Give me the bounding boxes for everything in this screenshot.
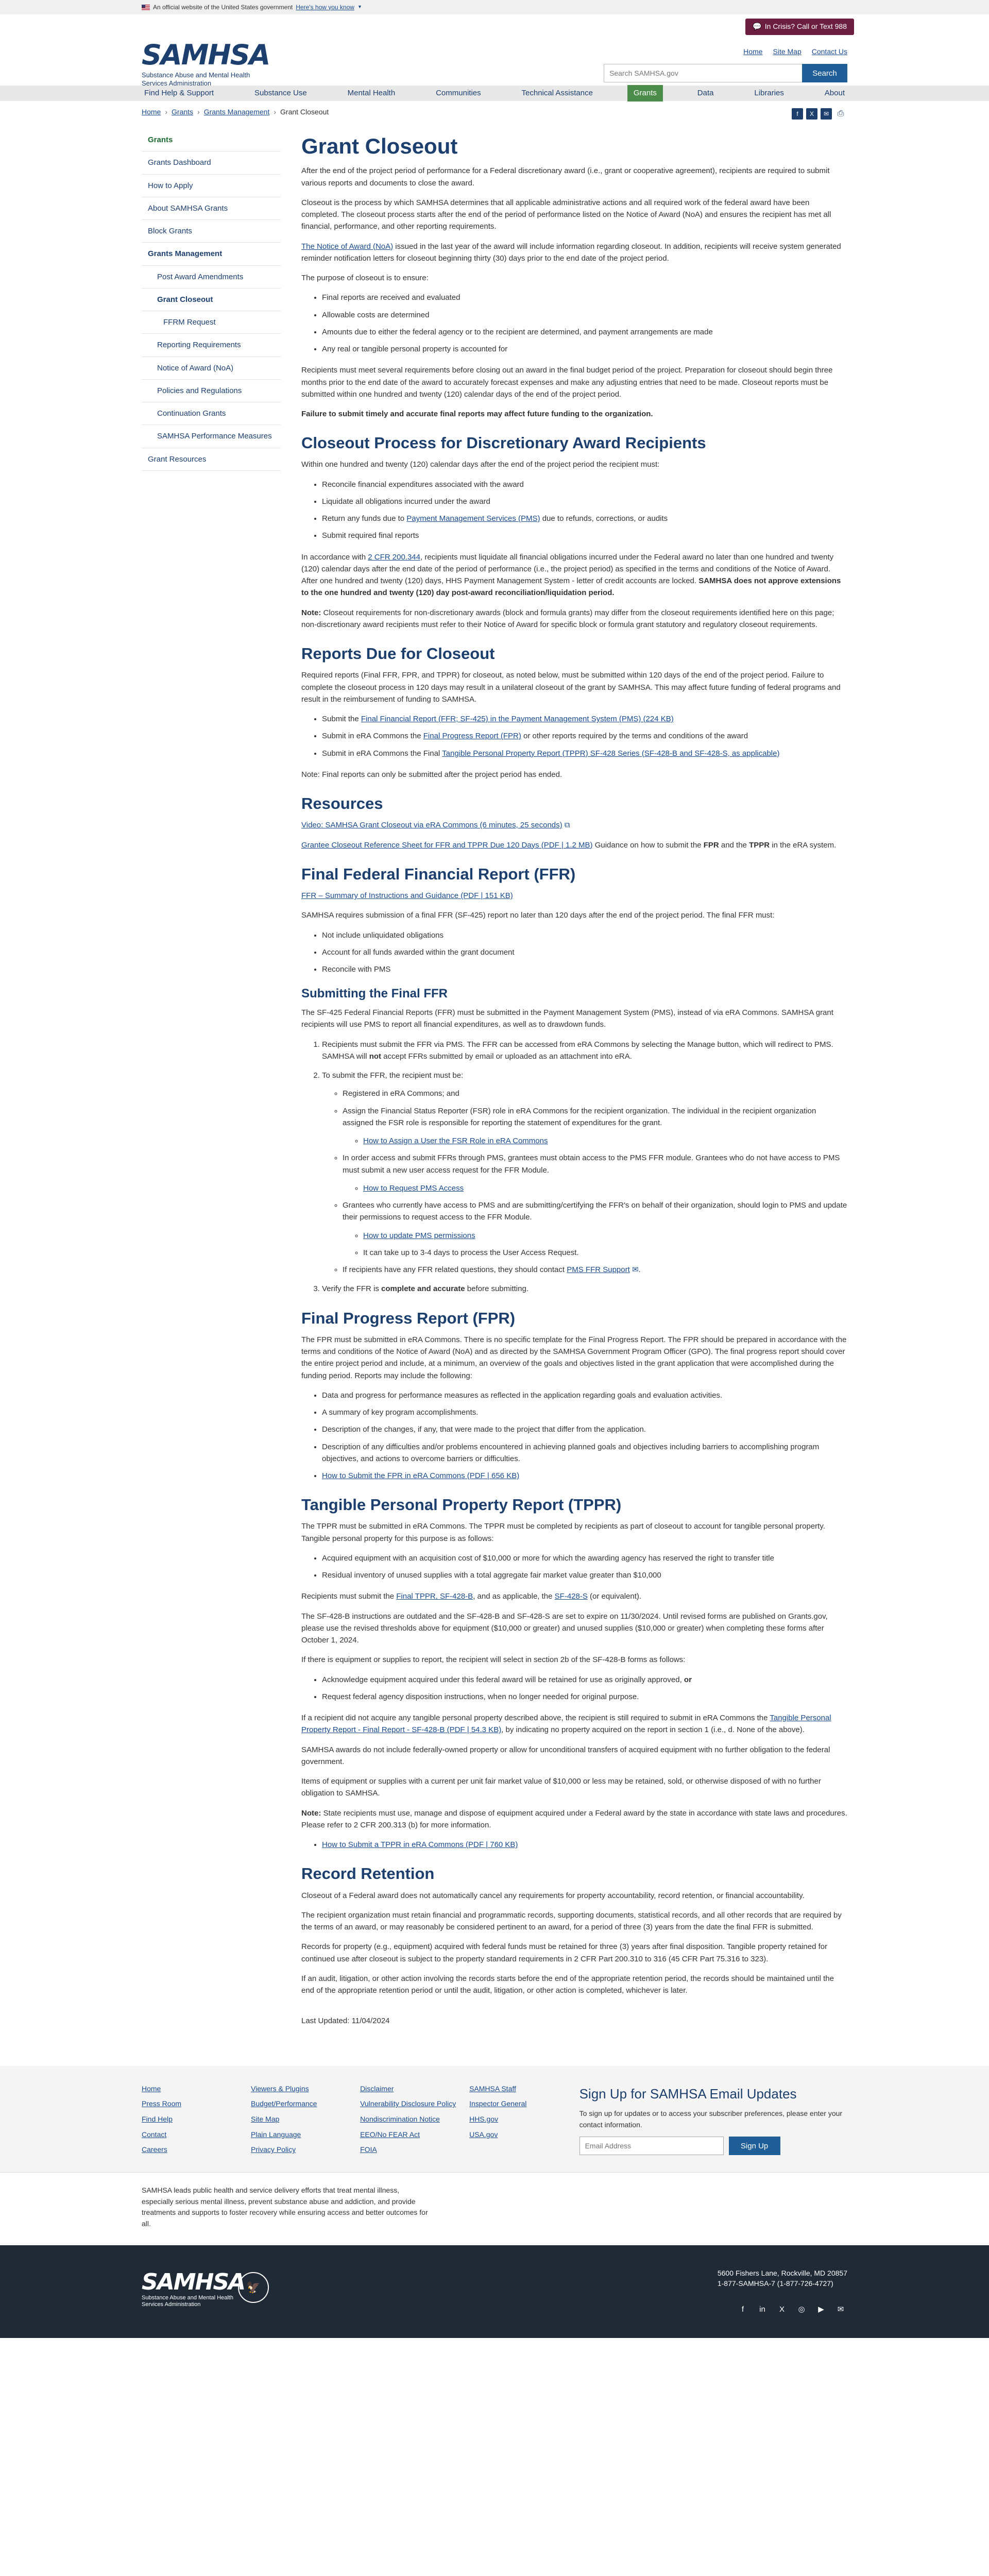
signup-button[interactable]: Sign Up	[729, 2137, 780, 2155]
site-header	[0, 14, 989, 86]
sidebar-item-grants-management[interactable]: Grants Management	[142, 243, 281, 265]
tppr-section-paragraph: If there is equipment or supplies to report, the recipient will select in section 2b of the SF-428-B forms as follows:	[301, 1655, 686, 1665]
email-field[interactable]	[579, 2137, 724, 2155]
gov-banner	[0, 0, 989, 14]
crisis-label: In Crisis? Call or Text 988	[764, 22, 847, 30]
intro-paragraph: After the end of the project period of performance for a Federal discretionary award (i.e., grant or cooperative agreement), recipients are required to submit various reports and documents to close the award.	[301, 166, 830, 188]
heading-final-ffr: Final Federal Financial Report (FFR)	[301, 865, 576, 883]
non-discretionary-note: Note: Closeout requirements for non-discretionary awards (block and formula grants) may differ from the closeout requirements identified here on this page; non-discretionary award recipients must refer to their Notice of Award for specific block or formula grant statutory and regulatory closeout requirements.	[301, 608, 834, 629]
funding-warning: Failure to submit timely and accurate final reports may affect future funding to the organization.	[301, 410, 653, 419]
list-item: ◦ If recipients have any FFR related questions, they should contact PMS FFR Support ✉.	[343, 1264, 847, 1276]
facebook-share-icon[interactable]: f	[792, 108, 803, 120]
sidebar-item-block-grants[interactable]: Block Grants	[142, 220, 281, 243]
search-button[interactable]: Search	[802, 64, 847, 82]
main-nav	[0, 86, 989, 101]
closeout-definition: Closeout is the process by which SAMHSA determines that all applicable administrative actions and all required work of the federal award have been completed. The closeout process starts after the end of the period of performance listed on the Notice of Award (NoA) and ensures the recipient has met all financial, performance, and other reporting requirements.	[301, 198, 831, 231]
heading-closeout-process: Closeout Process for Discretionary Award Recipients	[301, 434, 706, 452]
noa-paragraph: The Notice of Award (NoA) issued in the last year of the award will include information regarding closeout. In addition, recipients will receive system generated reminder notification letters for closeout beginning thirty (30) days prior to the end date of the project period.	[301, 242, 841, 263]
footer-link[interactable]: Privacy Policy	[251, 2145, 296, 2154]
list-item: • Submit in eRA Commons the Final Progress Report (FPR) or other reports required by the terms and conditions of the award	[322, 730, 847, 742]
list-item: • Final reports are received and evaluated	[322, 292, 847, 303]
heading-reports-due: Reports Due for Closeout	[301, 645, 495, 663]
nav-mental-health[interactable]: Mental Health	[347, 89, 396, 98]
submit-fpr-link[interactable]: How to Submit the FPR in eRA Commons (PDF | 656 KB)	[322, 1471, 520, 1481]
list-item: • Account for all funds awarded within the grant document	[322, 946, 847, 958]
list-item: • Reconcile with PMS	[322, 963, 847, 975]
us-flag-icon	[142, 5, 150, 10]
footer-link[interactable]: HHS.gov	[469, 2115, 499, 2124]
list-item: ◦ Assign the Financial Status Reporter (FSR) role in eRA Commons for the recipient organization. The individual in the recipient organization assigned the FSR role is responsible for reporting the statement of expenditures for the grant. ◦ How to Assign a User the FSR Role in eRA Commons	[343, 1105, 847, 1147]
sidebar-item-grants[interactable]: Grants	[142, 129, 281, 151]
nav-substance-use[interactable]: Substance Use	[254, 89, 307, 98]
list-item: • Amounts due to either the federal agency or to the recipient are determined, and payment arrangements are made	[322, 326, 847, 338]
sidebar-nav	[142, 124, 281, 2035]
email-share-icon[interactable]: ✉	[821, 108, 832, 120]
list-item	[322, 1470, 847, 1482]
footer-link[interactable]: FOIA	[360, 2145, 377, 2154]
tppr-options-list	[322, 1674, 847, 1703]
sidebar-item-about-grants[interactable]: About SAMHSA Grants	[142, 197, 281, 220]
list-item: ◦ Registered in eRA Commons; and	[343, 1088, 847, 1099]
mission-statement	[0, 2172, 989, 2245]
ffr-list	[322, 929, 847, 976]
contact-address	[718, 2268, 847, 2289]
list-item	[322, 1839, 847, 1851]
email-icon: ✉	[632, 1265, 639, 1275]
pms-link[interactable]: Payment Management Services (PMS)	[406, 514, 540, 523]
list-item: • Submit in eRA Commons the Final Tangible Personal Property Report (TPPR) SF-428 Series (SF-428-B and SF-428-S, as applicable)	[322, 748, 847, 759]
list-item: 1. Recipients must submit the FFR via PMS. The FFR can be accessed from eRA Commons by selecting the Manage button, which will redirect to PMS. SAMHSA will not accept FFRs submitted by email or uploaded as an attachment into eRA.	[322, 1039, 847, 1063]
submitting-ffr-paragraph: The SF-425 Federal Financial Reports (FFR) must be submitted in the Payment Management System (PMS), instead of via eRA Commons. SAMHSA grant recipients will use PMS to report all financial expenditures, as well as to drawdown funds.	[301, 1008, 833, 1029]
search-input[interactable]	[604, 64, 802, 82]
sf-428-b-link[interactable]: Final TPPR, SF-428-B	[396, 1592, 473, 1601]
footer-link[interactable]: Careers	[142, 2145, 167, 2154]
utility-links	[743, 46, 847, 58]
list-item: • Return any funds due to Payment Management Services (PMS) due to refunds, corrections, or audits	[322, 513, 847, 524]
sidebar-item-reporting[interactable]: Reporting Requirements	[142, 334, 281, 357]
footer-bottom	[0, 2245, 989, 2338]
footer-link[interactable]: Contact	[142, 2130, 167, 2139]
sidebar-item-noa[interactable]: Notice of Award (NoA)	[142, 357, 281, 380]
address-line: 5600 Fishers Lane, Rockville, MD 20857	[717, 2268, 847, 2277]
footer-link[interactable]: EEO/No FEAR Act	[360, 2130, 420, 2139]
heres-how-you-know-link[interactable]: Here's how you know	[296, 3, 354, 11]
breadcrumb-home[interactable]: Home	[142, 108, 161, 116]
gov-banner-text: An official website of the United States government	[153, 3, 293, 11]
breadcrumb-grants-management[interactable]: Grants Management	[203, 108, 270, 116]
nav-grants[interactable]: Grants	[627, 85, 663, 101]
instagram-icon[interactable]: ◎	[798, 2305, 805, 2314]
record-retention-p1: Closeout of a Federal award does not automatically cancel any requirements for property accountability, record retention, or financial accountability.	[301, 1891, 805, 1900]
resource-video	[301, 819, 847, 831]
ffr-summary-link[interactable]: FFR – Summary of Instructions and Guidance (PDF | 151 KB)	[301, 891, 513, 901]
tppr-retain-paragraph: Items of equipment or supplies with a current per unit fair market value of $10,000 or less may be retained, sold, or otherwise disposed of with no further obligation to SAMHSA.	[301, 1777, 821, 1798]
linkedin-icon[interactable]: in	[759, 2305, 765, 2314]
reports-due-list	[322, 713, 847, 759]
share-tools	[792, 108, 846, 120]
heading-record-retention: Record Retention	[301, 1865, 435, 1883]
heading-final-progress-report: Final Progress Report (FPR)	[301, 1309, 516, 1327]
list-item	[363, 1135, 847, 1147]
email-icon[interactable]: ✉	[837, 2305, 844, 2314]
resource-reference-sheet: Grantee Closeout Reference Sheet for FFR and TPPR Due 120 Days (PDF | 1.2 MB) Guidance on how to submit the FPR and the TPPR in the eRA system.	[301, 840, 837, 850]
sidebar-item-grants-dashboard[interactable]: Grants Dashboard	[142, 151, 281, 174]
cfr-paragraph: In accordance with 2 CFR 200.344, recipients must liquidate all financial obligations incurred under the Federal award no later than one hundred and twenty (120) calendar days after the end date of the period of performance (i.e., the project period) as specified in the terms and conditions of the Notice of Award. After one hundred and twenty (120) days, HHS Payment Management System - letter of credit accounts are locked. SAMHSA does not approve extensions to the one hundred and twenty (120) day post-award reconciliation/liquidation period.	[301, 552, 841, 598]
footer-col-2	[251, 2083, 360, 2160]
samhsa-logo[interactable]	[142, 41, 269, 87]
nav-data[interactable]: Data	[697, 89, 714, 98]
signup-text: To sign up for updates or to access your subscriber preferences, please enter your contact information.	[579, 2109, 843, 2129]
fpr-paragraph: The FPR must be submitted in eRA Commons. There is no specific template for the Final Progress Report. The FPR should be prepared in accordance with the terms and conditions of the Notice of Award (NoA) and as directed by the SAMHSA Government Program Officer (GPO). The final progress report should cover the entire project period and include, at a minimum, an overview of the goals and objectives listed in the grant application that were accomplished during the funding period. Reports may include the following:	[301, 1335, 847, 1380]
list-item: 3. Verify the FFR is complete and accurate before submitting.	[322, 1283, 847, 1295]
main-content	[301, 124, 847, 2035]
heading-submitting-ffr: Submitting the Final FFR	[301, 987, 448, 1001]
signup-title: Sign Up for SAMHSA Email Updates	[579, 2086, 797, 2102]
record-retention-p4: If an audit, litigation, or other action involving the records starts before the end of the appropriate retention period, the records should be maintained until the end of the appropriate retention period or until the audit, litigation, or other action is completed, whichever is later.	[301, 1974, 834, 1995]
nav-communities[interactable]: Communities	[436, 89, 481, 98]
nav-technical-assistance[interactable]: Technical Assistance	[521, 89, 593, 98]
footer-link[interactable]: Budget/Performance	[251, 2099, 317, 2108]
logo-sub-1: Substance Abuse and Mental Health	[142, 71, 250, 79]
list-item: • Description of the changes, if any, that were made to the project that differ from the application.	[322, 1423, 847, 1435]
chat-icon: 💬	[753, 22, 762, 30]
x-share-icon[interactable]: X	[806, 108, 817, 120]
tppr-none-paragraph: If a recipient did not acquire any tangible personal property described above, the recipient is still required to submit in eRA Commons the Tangible Personal Property Report - Final Report - SF-428-B (PDF | 54.3 KB), by indicating no property acquired on the report in section 1 (i.e., d. None of the above).	[301, 1714, 831, 1735]
list-item: • Data and progress for performance measures as reflected in the application regarding goals and evaluation activities.	[322, 1389, 847, 1401]
closeout-process-intro: Within one hundred and twenty (120) calendar days after the end of the project period the recipient must:	[301, 460, 660, 469]
footer-logo-sub-1: Substance Abuse and Mental Health	[142, 2294, 233, 2301]
tppr-list	[322, 1552, 847, 1582]
facebook-icon[interactable]: f	[741, 2305, 744, 2314]
social-links	[736, 2303, 847, 2316]
breadcrumb-current: Grant Closeout	[280, 108, 329, 116]
list-item: ◦ In order access and submit FFRs through PMS, grantees must obtain access to the PMS FFR module. Grantees who do not have access to PMS must submit a new user access request for the FFR Module. ◦ How to Request PMS Access	[343, 1152, 847, 1194]
pms-access-link[interactable]: How to Request PMS Access	[363, 1183, 464, 1193]
breadcrumb: Home › Grants › Grants Management › Grant Closeout f X ✉ ⎙	[0, 101, 989, 124]
list-item	[363, 1182, 847, 1194]
util-home-link[interactable]: Home	[743, 47, 763, 56]
tppr-submit-paragraph: Recipients must submit the Final TPPR, SF-428-B, and as applicable, the SF-428-S (or equivalent).	[301, 1592, 642, 1601]
footer-col-4	[469, 2083, 558, 2160]
closeout-process-list	[322, 479, 847, 542]
list-item: 2. To submit the FFR, the recipient must be: ◦ Registered in eRA Commons; and ◦ Assign the Financial Status Reporter (FSR) role in eRA Commons for the recipient organization. The individual in the recipient organization assigned the FSR role is responsible for reporting the statement of expenditures for the grant. ◦ How to Assign a User the FSR Role in eRA Commons ◦ In order access and submit FFRs through PMS, grantees must obtain access to the PMS FFR module. Grantees who do not have access to PMS must submit a new user access request for the FFR Module. ◦ How to Request PMS Access ◦ Grantees who currently have access to PMS and are submitting/certifying the FFR's on behalf of their organization, should login to PMS and update their permissions to request access to the FFR Module. ◦ How to update PMS permissions ◦ It can take up to 3-4 days to process the User Access Request. ◦ If recipients have any FFR related questions, they should contact PMS FFR Support ✉.	[322, 1070, 847, 1276]
record-retention-p3: Records for property (e.g., equipment) acquired with federal funds must be retained for three (3) years after final disposition. Tangible property retained for continued use after closeout is subject to the property standard requirements in 2 CFR Part 200.310 to 316 (45 CFR Part 75.316 to 323).	[301, 1942, 828, 1963]
list-item: • Request federal agency disposition instructions, when no longer needed for original purpose.	[322, 1691, 847, 1703]
ffr-paragraph: SAMHSA requires submission of a final FFR (SF-425) report no later than 120 days after the end of the project period. The final FFR must:	[301, 911, 775, 920]
breadcrumb-grants[interactable]: Grants	[172, 108, 194, 116]
purpose-intro: The purpose of closeout is to ensure:	[301, 274, 429, 283]
submit-tppr-link[interactable]: How to Submit a TPPR in eRA Commons (PDF | 760 KB)	[322, 1840, 518, 1850]
nav-about[interactable]: About	[824, 89, 845, 98]
noa-link[interactable]: The Notice of Award (NoA)	[301, 242, 394, 251]
tppr-final-report-link[interactable]: Tangible Personal Property Report - Final Report - SF-428-B (PDF | 54.3 KB)	[301, 1714, 831, 1735]
footer-link[interactable]: SAMHSA Staff	[469, 2084, 516, 2093]
fpr-link[interactable]: Final Progress Report (FPR)	[423, 732, 521, 741]
sidebar-item-how-to-apply[interactable]: How to Apply	[142, 175, 281, 197]
sf-428-s-link[interactable]: SF-428-S	[554, 1592, 588, 1601]
footer-samhsa-logo[interactable]	[142, 2268, 245, 2308]
logo-name: SAMHSA	[142, 39, 270, 71]
tppr-how-to-list	[322, 1839, 847, 1851]
list-item: • Residual inventory of unused supplies with a total aggregate fair market value greater than $10,000	[322, 1569, 847, 1581]
footer-link[interactable]: Disclaimer	[360, 2084, 394, 2093]
external-link-icon: ⧉	[564, 821, 570, 830]
cfr-link[interactable]: 2 CFR 200.344	[368, 552, 420, 562]
logo-sub-2: Services Administration	[142, 79, 212, 87]
nav-find-help[interactable]: Find Help & Support	[144, 89, 214, 98]
chevron-down-icon: ▼	[357, 4, 362, 10]
youtube-icon[interactable]: ▶	[818, 2305, 824, 2314]
sidebar-item-continuation[interactable]: Continuation Grants	[142, 402, 281, 425]
fpr-list	[322, 1389, 847, 1482]
sidebar-item-grant-resources[interactable]: Grant Resources	[142, 448, 281, 471]
site-footer	[0, 2066, 989, 2172]
list-item: • Reconcile financial expenditures associated with the award	[322, 479, 847, 490]
list-item: ◦ Grantees who currently have access to PMS and are submitting/certifying the FFR's on behalf of their organization, should login to PMS and update their permissions to request access to the FFR Module. ◦ How to update PMS permissions ◦ It can take up to 3-4 days to process the User Access Request.	[343, 1199, 847, 1259]
footer-link[interactable]: Find Help	[142, 2115, 173, 2124]
tppr-link[interactable]: Tangible Personal Property Report (TPPR) SF-428 Series (SF-428-B and SF-428-S, as applicable)	[442, 749, 780, 758]
email-signup	[579, 2083, 847, 2160]
footer-logo-sub-2: Services Administration	[142, 2301, 201, 2308]
sidebar-item-post-award[interactable]: Post Award Amendments	[142, 266, 281, 289]
list-item: • Any real or tangible personal property is accounted for	[322, 343, 847, 355]
reports-due-note: Note: Final reports can only be submitted after the project period has ended.	[301, 770, 562, 779]
footer-link[interactable]: Site Map	[251, 2115, 280, 2124]
footer-link[interactable]: Plain Language	[251, 2130, 301, 2139]
tppr-state-note: Note: State recipients must use, manage and dispose of equipment acquired under a Federal award by the state in accordance with state laws and procedures. Please refer to 2 CFR 200.313 (b) for more information.	[301, 1808, 847, 1829]
heading-resources: Resources	[301, 794, 383, 813]
requirements-paragraph: Recipients must meet several requirements before closing out an award in the final budget period of the project. Preparation for closeout should begin three months prior to the end date of the award to accurately forecast expenses and make any adjusting entries that need to be made. Closeout reports must be submitted within one hundred and twenty (120) calendar days of the end of the project period.	[301, 366, 833, 399]
list-item: ◦ It can take up to 3-4 days to process the User Access Request.	[363, 1247, 847, 1259]
print-icon[interactable]: ⎙	[835, 108, 846, 120]
sidebar-item-performance[interactable]: SAMHSA Performance Measures	[142, 425, 281, 448]
tppr-expiry-paragraph: The SF-428-B instructions are outdated and the SF-428-B and SF-428-S are set to expire on 11/30/2024. Until revised forms are published on Grants.gov, please use the revised thresholds above for equipment ($10,000 or greater) and unused supplies ($10,000 or greater) when completing these forms after October 1, 2024.	[301, 1612, 828, 1645]
util-site-map-link[interactable]: Site Map	[773, 47, 802, 56]
page-title: Grant Closeout	[301, 134, 458, 158]
footer-logo-name: SAMHSA	[142, 2268, 245, 2295]
list-item: • Acknowledge equipment acquired under this federal award will be retained for use as originally approved, or	[322, 1674, 847, 1686]
nav-libraries[interactable]: Libraries	[754, 89, 784, 98]
footer-link[interactable]: Home	[142, 2084, 161, 2093]
list-item: • Submit the Final Financial Report (FFR; SF-425) in the Payment Management System (PMS) (224 KB)	[322, 713, 847, 725]
crisis-button[interactable]	[745, 19, 854, 35]
phone-line: 1-877-SAMHSA-7 (1-877-726-4727)	[717, 2279, 833, 2288]
list-item: • Allowable costs are determined	[322, 309, 847, 321]
list-item: • Not include unliquidated obligations	[322, 929, 847, 941]
last-updated: Last Updated: 11/04/2024	[301, 2016, 390, 2026]
purpose-list	[322, 292, 847, 355]
footer-col-1	[142, 2083, 251, 2160]
fsr-role-link[interactable]: How to Assign a User the FSR Role in eRA Commons	[363, 1137, 548, 1146]
video-link[interactable]: Video: SAMHSA Grant Closeout via eRA Commons (6 minutes, 25 seconds)	[301, 821, 562, 830]
ffr-summary	[301, 890, 847, 902]
list-item: • Liquidate all obligations incurred under the award	[322, 496, 847, 507]
search-form	[604, 64, 847, 82]
sidebar-item-grant-closeout[interactable]: Grant Closeout	[142, 289, 281, 311]
list-item: • Acquired equipment with an acquisition cost of $10,000 or more for which the awarding agency has reserved the right to transfer title	[322, 1552, 847, 1564]
reference-sheet-link[interactable]: Grantee Closeout Reference Sheet for FFR and TPPR Due 120 Days (PDF | 1.2 MB)	[301, 840, 593, 850]
util-contact-link[interactable]: Contact Us	[811, 47, 847, 56]
mission-text: SAMHSA leads public health and service delivery efforts that treat mental illness, especially serious mental illness, prevent substance abuse and addiction, and provide treatments and supports to foster recovery while ensuring access and better outcomes for all.	[142, 2186, 428, 2228]
tppr-paragraph: The TPPR must be submitted in eRA Commons. The TPPR must be completed by recipients as part of closeout to account for tangible personal property. Tangible personal property for this purpose is as follows:	[301, 1522, 825, 1543]
footer-col-3	[360, 2083, 469, 2160]
footer-link[interactable]: Nondiscrimination Notice	[360, 2115, 440, 2124]
sidebar-item-policies[interactable]: Policies and Regulations	[142, 380, 281, 402]
tppr-federal-property-paragraph: SAMHSA awards do not include federally-owned property or allow for unconditional transfers of acquired equipment with no further obligation to the federal government.	[301, 1745, 830, 1766]
footer-link[interactable]: Vulnerability Disclosure Policy	[360, 2099, 456, 2108]
pms-ffr-support-link[interactable]: PMS FFR Support	[567, 1265, 630, 1275]
hhs-logo-icon[interactable]: 🦅	[238, 2272, 269, 2303]
pms-permissions-link[interactable]: How to update PMS permissions	[363, 1231, 475, 1240]
heading-tppr: Tangible Personal Property Report (TPPR)	[301, 1496, 622, 1514]
footer-link[interactable]: Inspector General	[469, 2099, 527, 2108]
submitting-ffr-steps	[322, 1039, 847, 1295]
reports-due-paragraph: Required reports (Final FFR, FPR, and TPPR) for closeout, as noted below, must be submitted within 120 days of the end of the project period. Failure to complete the closeout process in 120 days may result in a unilateral closeout of the grant by SAMHSA. This may affect future funding of federal programs and result in the reimbursement of funding to SAMHSA.	[301, 671, 841, 704]
list-item: • Description of any difficulties and/or problems encountered in achieving planned goals and objectives including barriers to accomplishing program objectives, and actions to overcome barriers or difficulties.	[322, 1441, 847, 1465]
footer-link[interactable]: Viewers & Plugins	[251, 2084, 309, 2093]
list-item: • A summary of key program accomplishments.	[322, 1406, 847, 1418]
list-item: • Submit required final reports	[322, 530, 847, 541]
footer-link[interactable]: Press Room	[142, 2099, 182, 2108]
footer-link[interactable]: USA.gov	[469, 2130, 498, 2139]
sidebar-item-ffrm-request[interactable]: FFRM Request	[142, 311, 281, 334]
x-icon[interactable]: X	[779, 2305, 785, 2314]
ffr-pms-link[interactable]: Final Financial Report (FFR; SF-425) in the Payment Management System (PMS) (224 KB)	[361, 715, 674, 724]
list-item	[363, 1230, 847, 1242]
record-retention-p2: The recipient organization must retain financial and programmatic records, supporting documents, statistical records, and all other records that are required by the terms of an award, or may reasonably be considered pertinent to an award, for a period of three (3) years from the date the final FFR is submitted.	[301, 1910, 842, 1932]
